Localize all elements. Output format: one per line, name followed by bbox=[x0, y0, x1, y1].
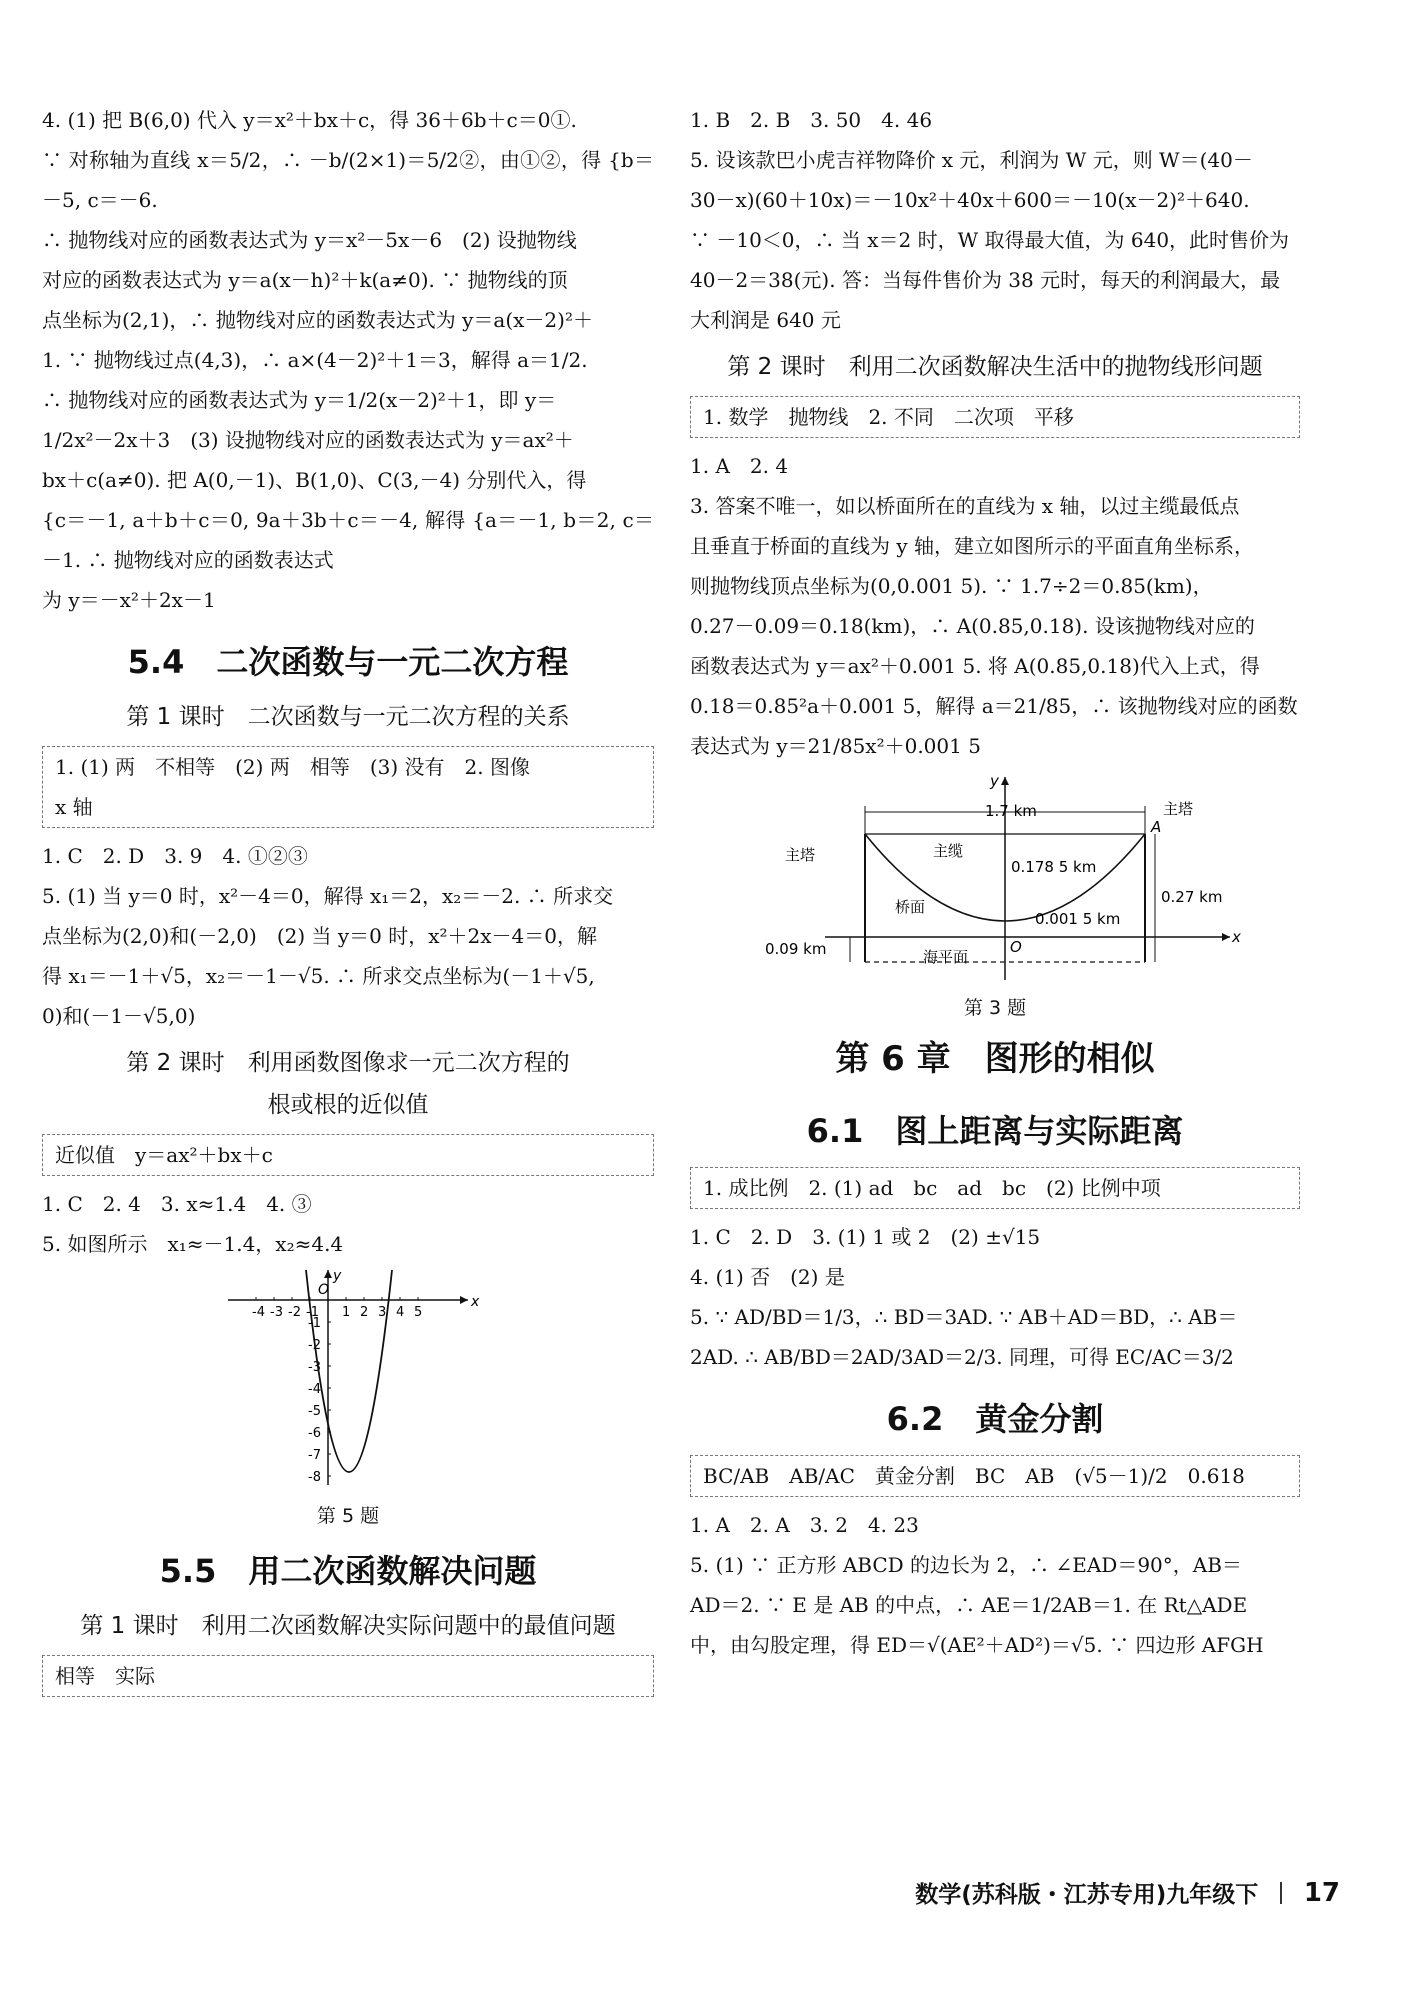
cable-label: 主缆 bbox=[933, 842, 964, 860]
height-label: 0.178 5 km bbox=[1011, 858, 1097, 876]
book-label: 数学(苏科版・江苏专用)九年级下 bbox=[915, 1882, 1259, 1908]
text-line: 点坐标为(2,0)和(－2,0) (2) 当 y＝0 时，x²＋2x－4＝0，解 bbox=[42, 924, 597, 948]
text-line: 函数表达式为 y＝ax²＋0.001 5. 将 A(0.85,0.18)代入上式，得 bbox=[690, 654, 1260, 678]
y-tick-label: -6 bbox=[308, 1426, 321, 1441]
figure-q5-graph bbox=[42, 1270, 654, 1529]
text-line: 表达式为 y＝21/85x²＋0.001 5 bbox=[690, 734, 981, 758]
text-line: AD＝2. ∵ E 是 AB 的中点，∴ AE＝1/2AB＝1. 在 Rt△ADE bbox=[690, 1593, 1248, 1617]
text-line: 大利润是 640 元 bbox=[690, 308, 841, 332]
y-tick-label: -5 bbox=[308, 1404, 321, 1419]
answer-q5-block bbox=[690, 1297, 1300, 1377]
text-line: 5. (1) ∵ 正方形 ABCD 的边长为 2，∴ ∠EAD＝90°，AB＝ bbox=[690, 1553, 1242, 1577]
answer-line: 1. B 2. B 3. 50 4. 46 bbox=[690, 108, 933, 132]
x-tick-label: 5 bbox=[414, 1305, 423, 1320]
answer-line: 1. A 2. 4 bbox=[690, 454, 789, 478]
page-footer bbox=[860, 1876, 1340, 1909]
page-number: 17 bbox=[1303, 1877, 1340, 1908]
x-tick-label: 4 bbox=[396, 1305, 405, 1320]
text-line: 点坐标为(2,1)，∴ 抛物线对应的函数表达式为 y＝a(x－2)²＋ bbox=[42, 308, 593, 332]
x-axis-label: x bbox=[471, 1294, 480, 1310]
answer-q4-block bbox=[42, 100, 654, 620]
text-line: 4. (1) 把 B(6,0) 代入 y＝x²＋bx＋c，得 36＋6b＋c＝0①. bbox=[42, 108, 577, 132]
x-tick-label: 2 bbox=[360, 1305, 369, 1320]
box-line: 1. (1) 两 不相等 (2) 两 相等 (3) 没有 2. 图像 bbox=[55, 755, 530, 779]
text-line: 30－x)(60＋10x)＝－10x²＋40x＋600＝－10(x－2)²＋640. bbox=[690, 188, 1250, 212]
text-line: ∵ －10＜0，∴ 当 x＝2 时，W 取得最大值，为 640，此时售价为 bbox=[690, 228, 1290, 252]
right-column bbox=[690, 100, 1300, 1665]
knowledge-box: 相等 实际 bbox=[42, 1655, 654, 1697]
y-axis-arrow bbox=[1001, 777, 1009, 785]
x-tick-label: -4 bbox=[252, 1305, 265, 1320]
text-line: bx＋c(a≠0). 把 A(0,－1)、B(1,0)、C(3,－4) 分别代入，得 bbox=[42, 468, 587, 492]
tower-left-label: 主塔 bbox=[785, 846, 816, 864]
lesson-title-line: 第 2 课时 利用函数图像求一元二次方程的 bbox=[126, 1050, 570, 1076]
left-column bbox=[42, 100, 654, 1705]
lesson-title-2 bbox=[42, 1042, 654, 1126]
footer-divider bbox=[1280, 1882, 1282, 1904]
text-line: 0.18＝0.85²a＋0.001 5，解得 a＝21/85，∴ 该抛物线对应的函数 bbox=[690, 694, 1298, 718]
figure-caption: 第 3 题 bbox=[963, 997, 1027, 1019]
text-line: 0.27－0.09＝0.18(km)，∴ A(0.85,0.18). 设该抛物线对应的 bbox=[690, 614, 1255, 638]
chapter-title: 第 6 章 图形的相似 bbox=[835, 1039, 1155, 1079]
lesson-title-3: 第 1 课时 利用二次函数解决实际问题中的最值问题 bbox=[80, 1613, 616, 1639]
tower-right-label: 主塔 bbox=[1163, 800, 1194, 818]
text-line: ∴ 抛物线对应的函数表达式为 y＝x²－5x－6 (2) 设抛物线 bbox=[42, 228, 577, 252]
answer-line: 1. C 2. D 3. (1) 1 或 2 (2) ±√15 bbox=[690, 1225, 1041, 1249]
answer-q5-block bbox=[690, 1545, 1300, 1665]
text-line: ∴ 抛物线对应的函数表达式为 y＝1/2(x－2)²＋1，即 y＝ bbox=[42, 388, 557, 412]
x-axis-arrow bbox=[1222, 933, 1230, 941]
text-line: ∵ 对称轴为直线 x＝5/2，∴ －b/(2×1)＝5/2②，由①②，得 {b＝－5, c＝－6. bbox=[42, 148, 654, 212]
text-line: 1. ∵ 抛物线过点(4,3)，∴ a×(4－2)²＋1＝3，解得 a＝1/2. bbox=[42, 348, 588, 372]
figure-caption: 第 5 题 bbox=[316, 1505, 380, 1527]
text-line: 得 x₁＝－1＋√5，x₂＝－1－√5. ∴ 所求交点坐标为(－1＋√5, bbox=[42, 964, 595, 988]
knowledge-box: 近似值 y＝ax²＋bx＋c bbox=[42, 1134, 654, 1176]
box-line: x 轴 bbox=[55, 795, 93, 819]
knowledge-box: BC/AB AB/AC 黄金分割 BC AB (√5－1)/2 0.618 bbox=[690, 1455, 1300, 1497]
text-line: 5. (1) 当 y＝0 时，x²－4＝0，解得 x₁＝2，x₂＝－2. ∴ 所求交 bbox=[42, 884, 614, 908]
text-line: 2AD. ∴ AB/BD＝2AD/3AD＝2/3. 同理，可得 EC/AC＝3/2 bbox=[690, 1345, 1234, 1369]
answer-line: 1. C 2. D 3. 9 4. ①②③ bbox=[42, 844, 308, 868]
text-line: 0)和(－1－√5,0) bbox=[42, 1004, 196, 1028]
x-tick-label: -3 bbox=[270, 1305, 283, 1320]
text-line: {c＝－1, a＋b＋c＝0, 9a＋3b＋c＝－4, 解得 {a＝－1, b＝2, c＝－1. ∴ 抛物线对应的函数表达式 bbox=[42, 508, 654, 572]
tower-height-label: 0.27 km bbox=[1161, 888, 1223, 906]
figure-q3-bridge bbox=[690, 772, 1300, 1021]
knowledge-box bbox=[42, 746, 654, 828]
answer-line: 5. 如图所示 x₁≈－1.4，x₂≈4.4 bbox=[42, 1232, 344, 1256]
text-line: 40－2＝38(元). 答：当每件售价为 38 元时，每天的利润最大，最 bbox=[690, 268, 1281, 292]
x-axis-arrow bbox=[460, 1296, 468, 1304]
lesson-title: 第 2 课时 利用二次函数解决生活中的抛物线形问题 bbox=[727, 354, 1263, 380]
parabola-graph bbox=[218, 1270, 478, 1490]
y-tick-label: -4 bbox=[308, 1382, 321, 1397]
section-title-5-4: 5.4 二次函数与一元二次方程 bbox=[127, 643, 569, 681]
x-tick-label: 3 bbox=[378, 1305, 387, 1320]
text-line: 中，由勾股定理，得 ED＝√(AE²＋AD²)＝√5. ∵ 四边形 AFGH bbox=[690, 1633, 1264, 1657]
text-line: 对应的函数表达式为 y＝a(x－h)²＋k(a≠0). ∵ 抛物线的顶 bbox=[42, 268, 568, 292]
x-axis-label: x bbox=[1232, 928, 1241, 946]
knowledge-box: 1. 数学 抛物线 2. 不同 二次项 平移 bbox=[690, 396, 1300, 438]
sea-label: 海平面 bbox=[923, 948, 969, 966]
low-point-label: 0.001 5 km bbox=[1035, 910, 1121, 928]
point-a-label: A bbox=[1151, 818, 1162, 836]
lesson-title-line: 根或根的近似值 bbox=[267, 1092, 429, 1118]
deck-label: 桥面 bbox=[895, 898, 926, 916]
text-line: 3. 答案不唯一，如以桥面所在的直线为 x 轴，以过主缆最低点 bbox=[690, 494, 1240, 518]
y-axis-label: y bbox=[990, 772, 999, 790]
span-label: 1.7 km bbox=[985, 802, 1037, 820]
text-line: 则抛物线顶点坐标为(0,0.001 5). ∵ 1.7÷2＝0.85(km)， bbox=[690, 574, 1213, 598]
section-title-6-2: 6.2 黄金分割 bbox=[886, 1400, 1104, 1438]
text-line: 且垂直于桥面的直线为 y 轴，建立如图所示的平面直角坐标系， bbox=[690, 534, 1255, 558]
y-tick-label: -3 bbox=[308, 1360, 321, 1375]
lesson-title: 第 1 课时 二次函数与一元二次方程的关系 bbox=[126, 704, 570, 730]
text-line: 1/2x²－2x＋3 (3) 设抛物线对应的函数表达式为 y＝ax²＋ bbox=[42, 428, 574, 452]
knowledge-box: 1. 成比例 2. (1) ad bc ad bc (2) 比例中项 bbox=[690, 1167, 1300, 1209]
bridge-diagram bbox=[755, 772, 1241, 982]
answer-q5-block bbox=[690, 140, 1300, 340]
x-tick-label: -2 bbox=[288, 1305, 301, 1320]
origin-label: O bbox=[318, 1282, 330, 1298]
answer-q3-block bbox=[690, 486, 1300, 766]
answer-line: 4. (1) 否 (2) 是 bbox=[690, 1265, 845, 1289]
y-tick-label: -8 bbox=[308, 1470, 321, 1485]
section-title-6-1: 6.1 图上距离与实际距离 bbox=[806, 1112, 1184, 1150]
answer-line: 1. C 2. 4 3. x≈1.4 4. ③ bbox=[42, 1192, 312, 1216]
origin-label: O bbox=[1010, 938, 1022, 956]
x-tick-label: 1 bbox=[342, 1305, 351, 1320]
y-tick-label: -7 bbox=[308, 1448, 321, 1463]
answer-line: 1. A 2. A 3. 2 4. 23 bbox=[690, 1513, 919, 1537]
text-line: 5. ∵ AD/BD＝1/3，∴ BD＝3AD. ∵ AB＋AD＝BD，∴ AB＝ bbox=[690, 1305, 1238, 1329]
answer-q5-block bbox=[42, 876, 654, 1036]
y-axis-label: y bbox=[333, 1268, 342, 1284]
deck-height-label: 0.09 km bbox=[765, 940, 827, 958]
text-line: 为 y＝－x²＋2x－1 bbox=[42, 588, 216, 612]
y-axis-arrow bbox=[324, 1270, 332, 1278]
y-tick-label: -1 bbox=[308, 1316, 321, 1331]
y-tick-label: -2 bbox=[308, 1338, 321, 1353]
section-title-5-5: 5.5 用二次函数解决问题 bbox=[159, 1552, 537, 1590]
text-line: 5. 设该款巴小虎吉祥物降价 x 元，利润为 W 元，则 W＝(40－ bbox=[690, 148, 1253, 172]
x-tick-label: -1 bbox=[306, 1305, 319, 1320]
